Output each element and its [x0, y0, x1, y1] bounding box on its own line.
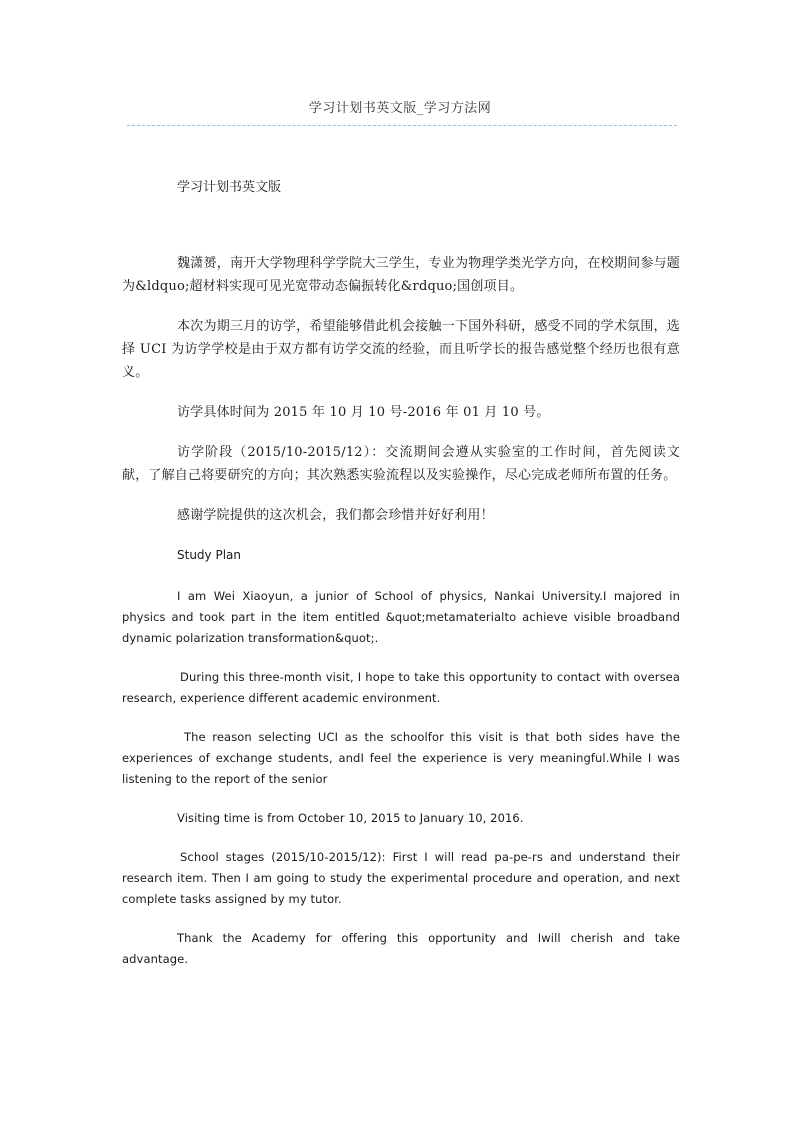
header-divider — [127, 125, 677, 126]
document-body — [122, 176, 680, 988]
header-title: 学习计划书英文版_学习方法网 — [308, 101, 492, 116]
chinese-paragraph-purpose: 本次为期三月的访学，希望能够借此机会接触一下国外科研，感受不同的学术氛围，选择 UCI 为访学学校是由于双方都有访学交流的经验，而且听学长的报告感觉整个经历也很有意义。 — [122, 319, 680, 380]
english-paragraph-thanks: Thank the Academy for offering this opportunity and Iwill cherish and take advantage. — [122, 931, 680, 966]
chinese-paragraph-time: 访学具体时间为 2015 年 10 月 10 号-2016 年 01 月 10 号。 — [177, 405, 550, 420]
chinese-paragraph-stages: 访学阶段（2015/10-2015/12）：交流期间会遵从实验室的工作时间，首先阅读文献，了解自己将要研究的方向；其次熟悉实验流程以及实验操作，尽心完成老师所布置的任务。 — [122, 445, 680, 483]
english-paragraph-reason: The reason selecting UCI as the schoolfor this visit is that both sides have the experiences of exchange students, andI feel the experience is very meaningful.While I was listening to the report of the senior — [122, 730, 680, 786]
english-paragraph-time: Visiting time is from October 10, 2015 to January 10, 2016. — [177, 811, 524, 825]
english-title: Study Plan — [177, 548, 241, 562]
chinese-paragraph-intro: 魏潇赟，南开大学物理科学学院大三学生，专业为物理学类光学方向，在校期间参与题为&ldquo;超材料实现可见光宽带动态偏振转化&rdquo;国创项目。 — [122, 256, 680, 294]
english-paragraph-stages: School stages (2015/10-2015/12): First I will read pa-pe-rs and understand their research item. Then I am going to study the experimental procedure and operation, and next complete tasks assigned by my tutor. — [122, 850, 680, 906]
english-paragraph-intro: I am Wei Xiaoyun, a junior of School of physics, Nankai University.I majored in physics and took part in the item entitled &quot;metamaterialto achieve visible broadband dynamic polarization transformation&quot;. — [122, 589, 680, 645]
english-paragraph-purpose: During this three-month visit, I hope to take this opportunity to contact with oversea research, experience different academic environment. — [122, 670, 680, 705]
chinese-paragraph-thanks: 感谢学院提供的这次机会，我们都会珍惜并好好利用！ — [177, 508, 494, 523]
chinese-title: 学习计划书英文版 — [177, 180, 282, 195]
